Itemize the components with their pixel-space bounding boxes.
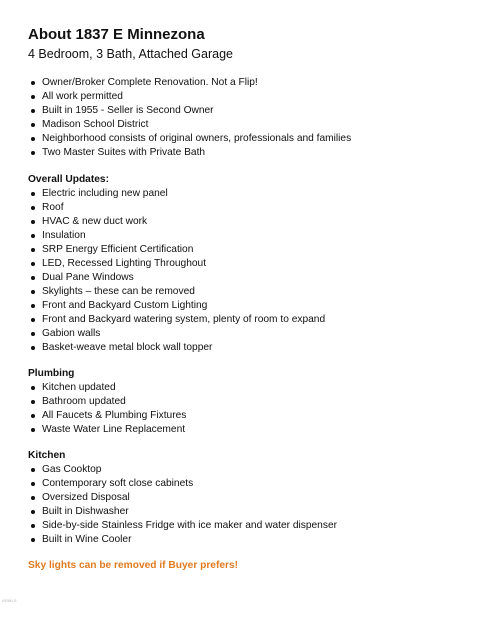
list-item: Built in Wine Cooler (28, 533, 458, 547)
list-item: Skylights – these can be removed (28, 285, 458, 299)
list-item: Gabion walls (28, 327, 458, 341)
list-item: Electric including new panel (28, 187, 458, 201)
list-item: Front and Backyard watering system, plenty of room to expand (28, 313, 458, 327)
list-item: Built in 1955 - Seller is Second Owner (28, 104, 458, 118)
bullet-icon (31, 290, 35, 294)
list-item: Roof (28, 201, 458, 215)
list-item: Front and Backyard Custom Lighting (28, 299, 458, 313)
bullet-icon (31, 318, 35, 322)
bullet-icon (31, 81, 35, 85)
plumbing-list (28, 381, 458, 437)
list-item: All work permitted (28, 90, 458, 104)
list-item: Dual Pane Windows (28, 271, 458, 285)
list-item: Insulation (28, 229, 458, 243)
bullet-icon (31, 248, 35, 252)
list-item: Waste Water Line Replacement (28, 423, 458, 437)
page-title: About 1837 E Minnezona (28, 26, 205, 43)
bullet-icon (31, 346, 35, 350)
section-kitchen (28, 449, 458, 547)
bullet-icon (31, 332, 35, 336)
bullet-icon (31, 428, 35, 432)
bullet-icon (31, 414, 35, 418)
document-page (28, 26, 458, 573)
bullet-icon (31, 151, 35, 155)
list-item: Madison School District (28, 118, 458, 132)
section-overall-updates (28, 173, 458, 355)
section-heading-overall: Overall Updates: (28, 174, 109, 185)
bullet-icon (31, 220, 35, 224)
bullet-icon (31, 496, 35, 500)
list-item: Basket-weave metal block wall topper (28, 341, 458, 355)
bullet-icon (31, 123, 35, 127)
bullet-icon (31, 192, 35, 196)
list-item: SRP Energy Efficient Certification (28, 243, 458, 257)
list-item: HVAC & new duct work (28, 215, 458, 229)
list-item: Bathroom updated (28, 395, 458, 409)
bullet-icon (31, 510, 35, 514)
buyer-note: Sky lights can be removed if Buyer prefers! (28, 560, 239, 571)
list-item: Kitchen updated (28, 381, 458, 395)
bullet-icon (31, 400, 35, 404)
bullet-icon (31, 276, 35, 280)
list-item: Built in Dishwasher (28, 505, 458, 519)
list-item: LED, Recessed Lighting Throughout (28, 257, 458, 271)
section-heading-plumbing: Plumbing (28, 368, 75, 379)
list-item: Contemporary soft close cabinets (28, 477, 458, 491)
bullet-icon (31, 109, 35, 113)
page-subtitle: 4 Bedroom, 3 Bath, Attached Garage (28, 47, 233, 61)
list-item: Gas Cooktop (28, 463, 458, 477)
list-item: All Faucets & Plumbing Fixtures (28, 409, 458, 423)
bullet-icon (31, 262, 35, 266)
bullet-icon (31, 137, 35, 141)
overall-updates-list (28, 187, 458, 355)
section-plumbing (28, 367, 458, 437)
bullet-icon (31, 304, 35, 308)
list-item: Owner/Broker Complete Renovation. Not a Flip! (28, 76, 458, 90)
list-item: Two Master Suites with Private Bath (28, 146, 458, 160)
intro-list (28, 76, 458, 160)
bullet-icon (31, 482, 35, 486)
kitchen-list (28, 463, 458, 547)
list-item: Side-by-side Stainless Fridge with ice maker and water dispenser (28, 519, 458, 533)
list-item: Neighborhood consists of original owners, professionals and families (28, 132, 458, 146)
list-item: Oversized Disposal (28, 491, 458, 505)
bullet-icon (31, 468, 35, 472)
bullet-icon (31, 206, 35, 210)
bullet-icon (31, 386, 35, 390)
bullet-icon (31, 234, 35, 238)
bullet-icon (31, 95, 35, 99)
watermark-text: ARMLS (2, 598, 17, 603)
bullet-icon (31, 524, 35, 528)
bullet-icon (31, 538, 35, 542)
section-heading-kitchen: Kitchen (28, 450, 66, 461)
